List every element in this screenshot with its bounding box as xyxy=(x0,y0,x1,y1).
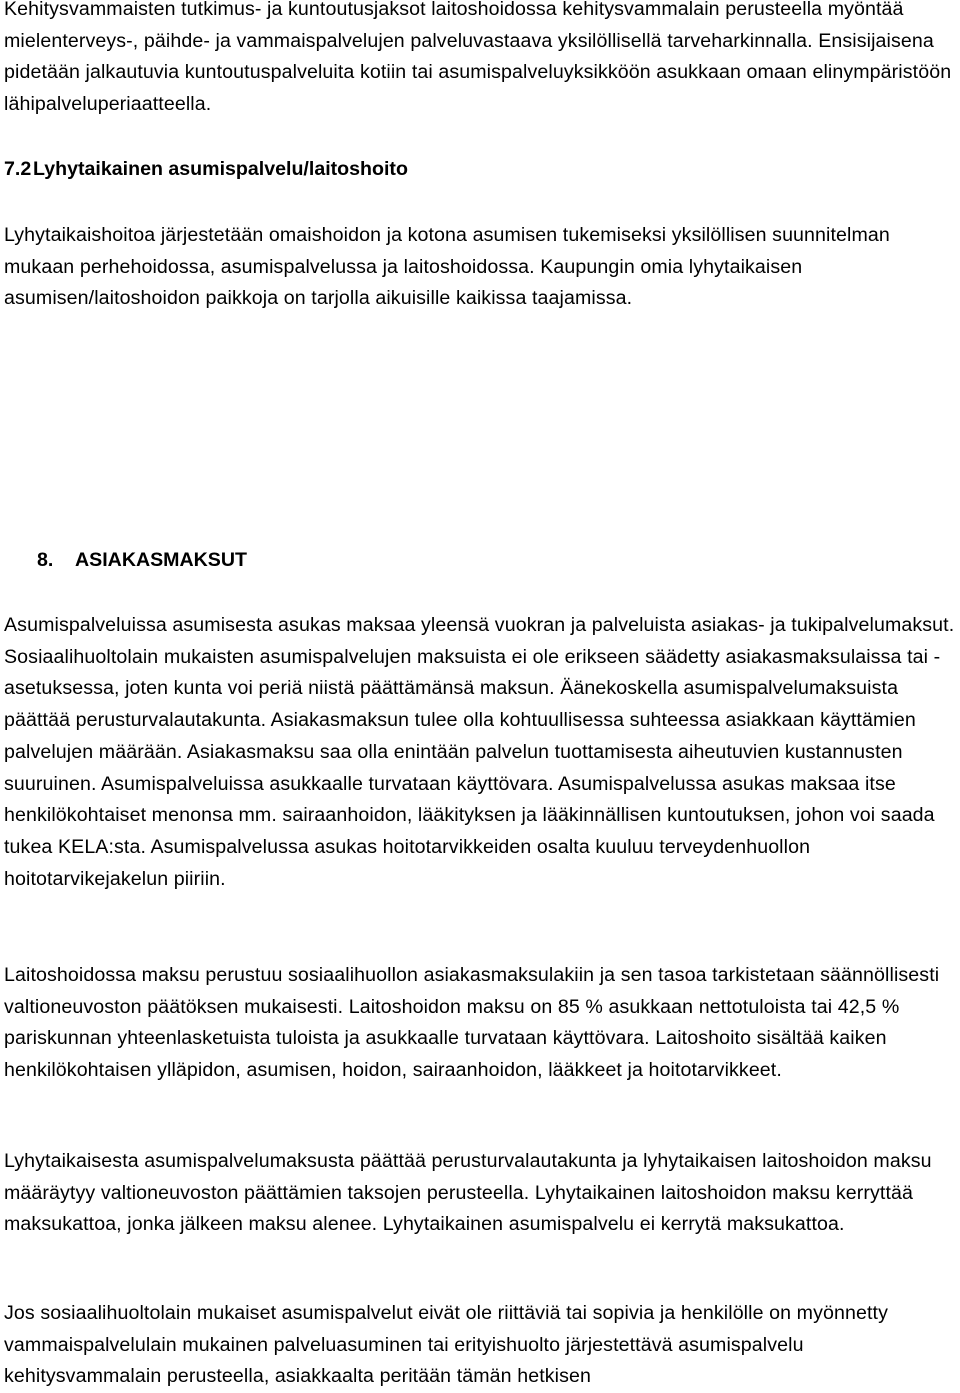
section-8-paragraph-3: Lyhytaikaisesta asumispalvelumaksusta päättää perusturvalautakunta ja lyhytaikaisen laitoshoidon maksu määräytyy valtioneuvoston päättämien taksojen perusteella. Lyhytaikainen laitoshoidon maksu kerryttää maksukattoa, jonka jälkeen maksu alenee. Lyhytaikainen asumispalvelu ei kerrytä maksukattoa. xyxy=(4,1150,932,1236)
section-8-title: ASIAKASMAKSUT xyxy=(75,549,247,571)
section-8-paragraph-1: Asumispalveluissa asumisesta asukas maksaa yleensä vuokran ja palveluista asiakas- ja tukipalvelumaksut. Sosiaalihuoltolain mukaisten asumispalvelujen maksuista ei ole erikseen säädetty asiakasmaksulaissa tai -asetuksessa, joten kunta voi periä niistä päättämänsä maksun. Äänekoskella asumispalvelumaksuista päättää perusturvalautakunta. Asiakasmaksun tulee olla kohtuullisessa suhteessa asiakkaan käyttämien palvelujen määrään. Asiakasmaksu saa olla enintään palvelun tuottamisesta aiheutuvien kustannusten suuruinen. Asumispalveluissa asukkaalle turvataan käyttövara. Asumispalvelussa asukas maksaa itse henkilökohtaiset menonsa mm. sairaanhoidon, lääkityksen ja lääkinnällisen kuntoutuksen, johon voi saada tukea KELA:sta. Asumispalvelussa asukas hoitotarvikkeiden osalta kuuluu terveydenhuollon hoitotarvikejakelun piiriin. xyxy=(4,614,955,890)
section-7-2-number: 7.2 xyxy=(4,158,32,180)
intro-paragraph: Kehitysvammaisten tutkimus- ja kuntoutusjaksot laitoshoidossa kehitysvammalain perusteella myöntää mielenterveys-, päihde- ja vammaispalvelujen palveluvastaava yksilöllisellä tarveharkinnalla. Ensisijaisena pidetään jalkautuvia kuntoutuspalveluita kotiin tai asumispalveluyksikköön asukkaan omaan elinympäristöön lähipalveluperiaatteella. xyxy=(4,0,952,116)
section-7-2-title: Lyhytaikainen asumispalvelu/laitoshoito xyxy=(33,158,408,180)
section-8-heading xyxy=(37,545,247,577)
section-7-2-paragraph: Lyhytaikaishoitoa järjestetään omaishoidon ja kotona asumisen tukemiseksi yksilöllisen suunnitelman mukaan perhehoidossa, asumispalvelussa ja laitoshoidossa. Kaupungin omia lyhytaikaisen asumisen/laitoshoidon paikkoja on tarjolla aikuisille kaikissa taajamissa. xyxy=(4,224,890,310)
section-7-2-heading xyxy=(4,154,408,186)
section-8-number: 8. xyxy=(37,549,54,571)
section-8-paragraph-4: Jos sosiaalihuoltolain mukaiset asumispalvelut eivät ole riittäviä tai sopivia ja henkilölle on myönnetty vammaispalvelulain mukainen palveluasuminen tai erityishuolto järjestettävä asumispalvelu kehitysvammalain perusteella, asiakkaalta peritään tämän hetkisen xyxy=(4,1302,888,1388)
section-8-paragraph-2: Laitoshoidossa maksu perustuu sosiaalihuollon asiakasmaksulakiin ja sen tasoa tarkistetaan säännöllisesti valtioneuvoston päätöksen mukaisesti. Laitoshoidon maksu on 85 % asukkaan nettotuloista tai 42,5 % pariskunnan yhteenlasketuista tuloista ja asukkaalle turvataan käyttövara. Laitoshoito sisältää kaiken henkilökohtaisen ylläpidon, asumisen, hoidon, sairaanhoidon, lääkkeet ja hoitotarvikkeet. xyxy=(4,964,940,1082)
